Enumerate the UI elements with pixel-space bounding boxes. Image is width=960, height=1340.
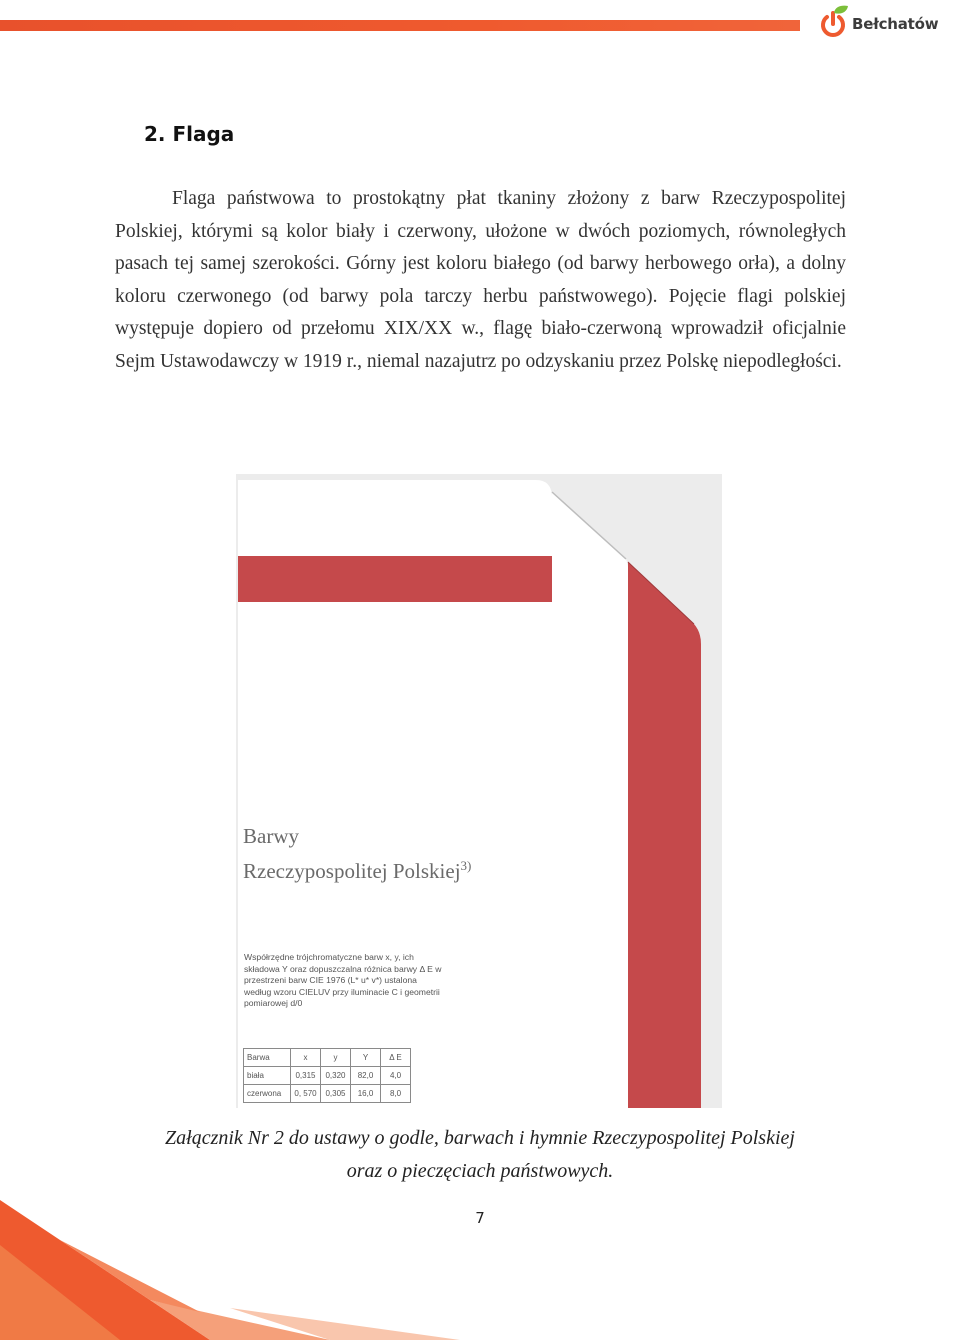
folded-white-strip bbox=[552, 492, 629, 1108]
logo-text: Bełchatów bbox=[852, 15, 939, 33]
table-cell: 82,0 bbox=[351, 1067, 381, 1085]
table-cell: biała bbox=[244, 1067, 291, 1085]
table-header-row bbox=[244, 1049, 411, 1067]
section-heading: 2. Flaga bbox=[144, 122, 235, 146]
table-cell: czerwona bbox=[244, 1085, 291, 1103]
caption-line1: Załącznik Nr 2 do ustawy o godle, barwach i hymnie Rzeczypospolitej Polskiej bbox=[165, 1127, 795, 1149]
flag-colors-figure bbox=[236, 474, 722, 1108]
footer-decoration bbox=[0, 1200, 460, 1340]
table-row bbox=[244, 1067, 411, 1085]
table-cell: 0,305 bbox=[321, 1085, 351, 1103]
figure-title-line2: Rzeczypospolitej Polskiej bbox=[243, 859, 461, 883]
figure-caption bbox=[100, 1122, 860, 1188]
table-cell: 0,320 bbox=[321, 1067, 351, 1085]
figure-title-footnote: 3) bbox=[460, 858, 472, 873]
table-cell: 0, 570 bbox=[291, 1085, 321, 1103]
table-header-cell: x bbox=[291, 1049, 321, 1067]
flag-description-paragraph: Flaga państwowa to prostokątny płat tkaniny złożony z barw Rzeczypospolitej Polskiej, którymi są kolor biały i czerwony, ułożone w dwóch poziomych, równoległych pasach tej samej szerokości. Górny jest koloru białego (od barwy herbowego orła), a dolny koloru czerwonego (od barwy pola tarczy herbu państwowego). Pojęcie flagi polskiej występuje dopiero od przełomu XIX/XX w., flagę biało-czerwoną wprowadził oficjalnie Sejm Ustawodawczy w 1919 r., niemal nazajutrz po odzyskaniu przez Polskę niepodległości. bbox=[115, 188, 846, 372]
table-cell: 0,315 bbox=[291, 1067, 321, 1085]
table-cell: 8,0 bbox=[381, 1085, 411, 1103]
power-leaf-icon bbox=[818, 4, 852, 40]
table-header-cell: Δ E bbox=[381, 1049, 411, 1067]
figure-title-line1: Barwy bbox=[243, 824, 299, 848]
figure-title bbox=[243, 822, 471, 886]
table-cell: 16,0 bbox=[351, 1085, 381, 1103]
caption-line2: oraz o pieczęciach państwowych. bbox=[346, 1160, 614, 1182]
table-header-cell: Y bbox=[351, 1049, 381, 1067]
color-coordinates-table bbox=[243, 1048, 411, 1103]
table-header-cell: y bbox=[321, 1049, 351, 1067]
city-logo bbox=[818, 4, 948, 40]
flag-red-stripe bbox=[238, 556, 552, 602]
folded-red-strip bbox=[628, 562, 701, 1108]
table-row bbox=[244, 1085, 411, 1103]
folded-flag-illustration bbox=[236, 474, 722, 1108]
header-accent-bar bbox=[0, 20, 800, 31]
figure-description: Współrzędne trójchromatyczne barw x, y, ich składowa Y oraz dopuszczalna różnica barwy Δ E w przestrzeni barw CIE 1976 (L* u* v*) ustalona według wzoru CIELUV przy iluminacie C i geometrii pomiarowej d/0 bbox=[244, 952, 442, 1009]
table-header-cell: Barwa bbox=[244, 1049, 291, 1067]
table-cell: 4,0 bbox=[381, 1067, 411, 1085]
page-number: 7 bbox=[475, 1209, 485, 1227]
